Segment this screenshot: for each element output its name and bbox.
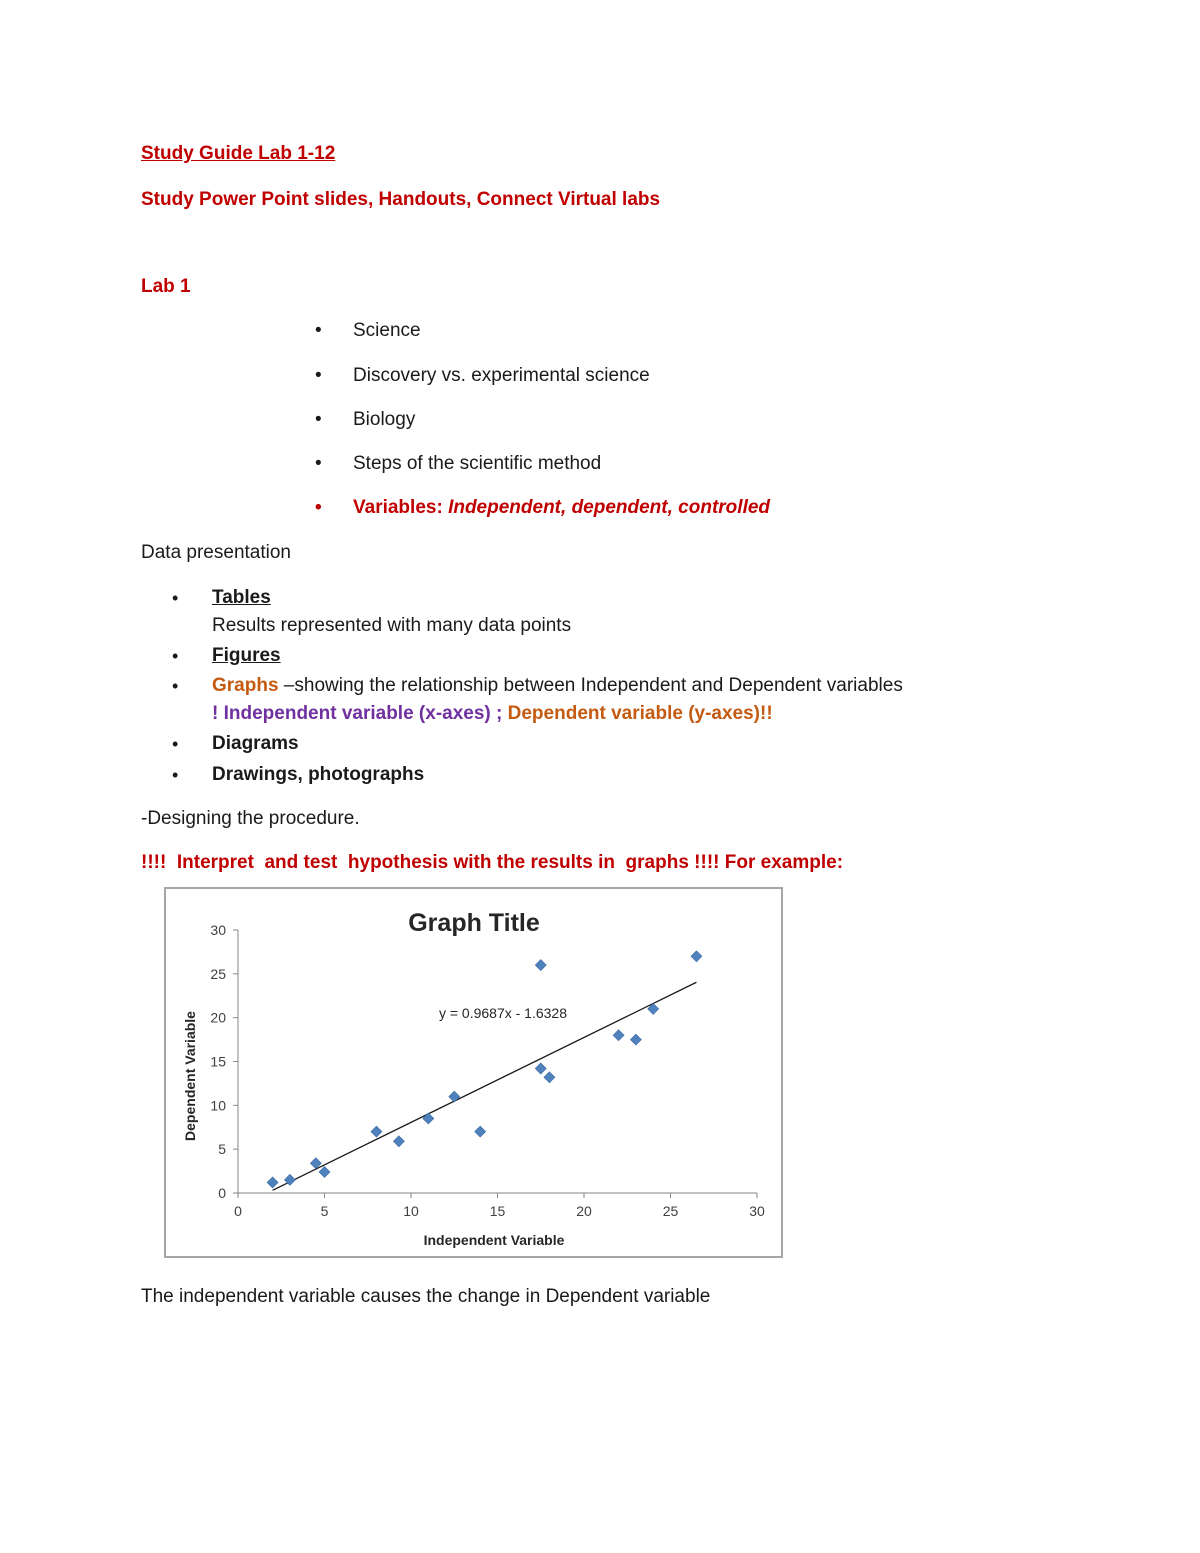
- y-tick-label: 5: [218, 1141, 226, 1158]
- data-point-marker: [423, 1113, 434, 1124]
- data-point-marker: [449, 1091, 460, 1102]
- data-point-marker: [319, 1166, 330, 1177]
- variables-label: Variables:: [353, 497, 449, 518]
- bullet-icon: •: [315, 320, 322, 341]
- conclusion-text: The independent variable causes the change in Dependent variable: [141, 1286, 711, 1307]
- x-tick-label: 25: [662, 1203, 679, 1219]
- bullet-icon: •: [315, 365, 322, 386]
- x-tick-label: 0: [234, 1203, 242, 1219]
- list-item-text: Steps of the scientific method: [353, 453, 602, 474]
- data-points: [267, 951, 702, 1188]
- y-axis: [210, 922, 238, 1201]
- y-tick-label: 20: [210, 1009, 226, 1026]
- axes-note: [212, 702, 773, 726]
- bullet-icon: •: [172, 588, 179, 608]
- tables-description: Results represented with many data points: [212, 615, 572, 636]
- list-item-text: Discovery vs. experimental science: [353, 365, 650, 386]
- data-point-marker: [544, 1072, 555, 1083]
- x-tick-label: 5: [320, 1203, 329, 1219]
- scatter-chart: [164, 887, 783, 1258]
- data-presentation-heading: Data presentation: [141, 542, 291, 563]
- trendline-equation: y = 0.9687x - 1.6328: [438, 1005, 568, 1021]
- chart-title: Graph Title: [408, 909, 540, 937]
- bullet-icon: •: [172, 676, 179, 696]
- bullet-icon: •: [172, 765, 179, 785]
- data-point-marker: [393, 1136, 404, 1147]
- bullet-icon: •: [172, 734, 179, 754]
- independent-note: ! Independent variable (x-axes) ;: [212, 703, 503, 724]
- bullet-icon: •: [315, 453, 322, 474]
- data-point-marker: [630, 1034, 641, 1045]
- x-tick-label: 20: [576, 1203, 592, 1219]
- doc-title: Study Guide Lab 1-12: [141, 143, 336, 164]
- diagrams-label: Diagrams: [212, 733, 299, 754]
- chart-canvas: [166, 889, 781, 1256]
- x-axis: [234, 1193, 765, 1219]
- bullet-icon: •: [315, 497, 322, 518]
- list-item-text: [353, 496, 770, 520]
- x-tick-label: 30: [749, 1203, 765, 1219]
- x-tick-label: 10: [403, 1203, 419, 1219]
- interpret-note: !!!! Interpret and test hypothesis with the results in graphs !!!! For example:: [141, 852, 844, 873]
- list-item-text: Science: [353, 320, 421, 341]
- y-tick-label: 30: [210, 922, 226, 938]
- dependent-note: Dependent variable (y-axes)!!: [507, 703, 773, 724]
- data-point-marker: [371, 1126, 382, 1137]
- data-point-marker: [475, 1126, 486, 1137]
- bullet-icon: •: [315, 409, 322, 430]
- y-tick-label: 15: [210, 1053, 226, 1070]
- figures-label: Figures: [212, 645, 281, 666]
- list-item-text: Biology: [353, 409, 416, 430]
- lab-heading: Lab 1: [141, 276, 191, 297]
- y-tick-label: 0: [218, 1185, 226, 1201]
- x-axis-label: Independent Variable: [423, 1232, 565, 1248]
- graphs-description: –showing the relationship between Independent and Dependent variables: [278, 675, 903, 696]
- data-point-marker: [267, 1177, 278, 1188]
- y-tick-label: 25: [210, 965, 226, 982]
- y-axis-label: Dependent Variable: [182, 1011, 198, 1141]
- graphs-line: [212, 674, 903, 698]
- data-point-marker: [613, 1030, 624, 1041]
- doc-subtitle: Study Power Point slides, Handouts, Connect Virtual labs: [141, 189, 661, 210]
- y-tick-label: 10: [210, 1097, 226, 1114]
- designing-procedure: -Designing the procedure.: [141, 808, 360, 829]
- tables-label: Tables: [212, 587, 271, 608]
- data-point-marker: [535, 1063, 546, 1074]
- x-tick-label: 15: [489, 1203, 506, 1219]
- data-point-marker: [535, 960, 546, 971]
- graphs-label: Graphs: [212, 675, 279, 696]
- drawings-label: Drawings, photographs: [212, 764, 425, 785]
- bullet-icon: •: [172, 646, 179, 666]
- variables-text: Independent, dependent, controlled: [448, 497, 771, 518]
- data-point-marker: [691, 951, 702, 962]
